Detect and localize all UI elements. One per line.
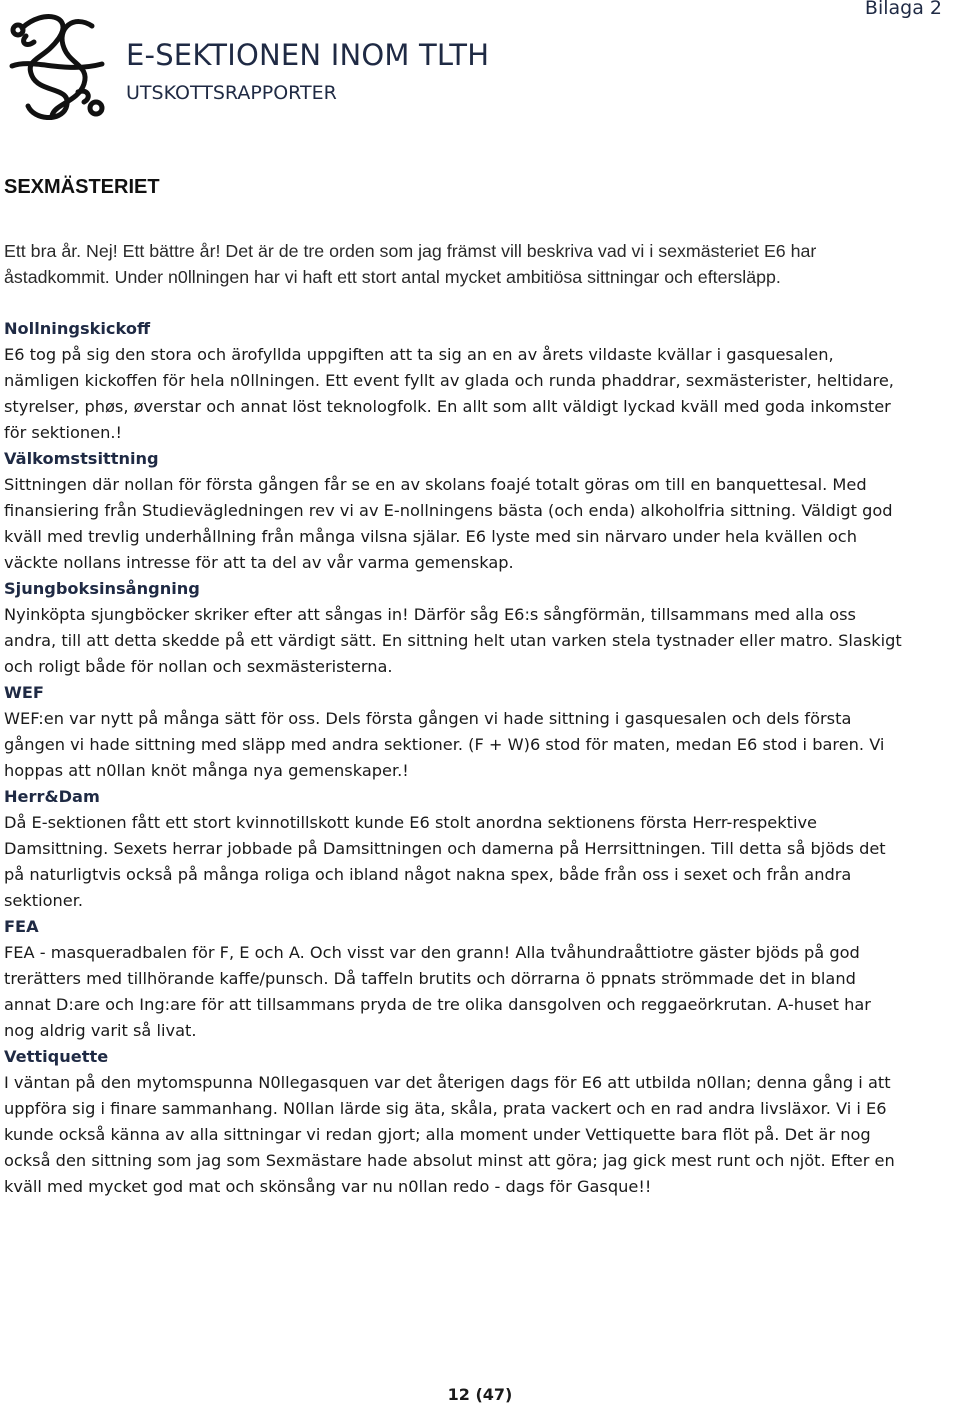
subsection-heading: Herr&Dam — [4, 787, 100, 806]
subsection-text: E6 tog på sig den stora och ärofyllda uppgiften att ta sig an en av årets vildaste kvällar i gasquesalen, nämligen kickoffen för hela n0llningen. Ett event fyllt av glada och runda phaddrar, sexmästerister, heltidare, styrelser, phøs, øverstar och annat löst teknologfolk. En allt som allt väldigt lyckad kväll med goda inkomster för sektionen.! — [4, 345, 894, 442]
annex-label: Bilaga 2 — [864, 0, 942, 19]
subsection-text: Sittningen där nollan för första gången får se en av skolans foajé totalt göras om till en banquettesal. Med finansiering från Studievägledningen rev vi av E-nollningens bästa (och enda) alkoholfria sittning. Väldigt god kväll med trevlig underhållning från många vilsna själar. E6 lyste med sin närvaro under hela kvällen och väckte nollans intresse för att ta del av vår varma gemenskap. — [4, 475, 893, 572]
subsection-heading: FEA — [4, 917, 39, 936]
subsection-valkomstsittning — [4, 446, 904, 576]
subsection-herr-dam — [4, 784, 904, 914]
subsection-fea — [4, 914, 904, 1044]
organization-subtitle: UTSKOTTSRAPPORTER — [126, 82, 337, 104]
subsection-heading: WEF — [4, 683, 44, 702]
subsection-sjungboksinsangning — [4, 576, 904, 680]
subsection-text: Nyinköpta sjungböcker skriker efter att sångas in! Därför såg E6:s sångförmän, tillsammans med alla oss andra, till att detta skedde på ett värdigt sätt. En sittning helt utan varken stela tystnader eller matro. Slaskigt och roligt både för nollan och sexmästeristerna. — [4, 605, 902, 676]
section-intro: Ett bra år. Nej! Ett bättre år! Det är de tre orden som jag främst vill beskriva vad vi i sexmästeriet E6 har åstadkommit. Under n0llningen har vi haft ett stort antal mycket ambitiösa sittningar och eftersläpp. — [4, 241, 817, 287]
organization-title: E-SEKTIONEN INOM TLTH — [126, 38, 490, 72]
subsection-vettiquette — [4, 1044, 904, 1200]
subsection-text: I väntan på den mytomspunna N0llegasquen var det återigen dags för E6 att utbilda n0llan; denna gång i att uppföra sig i finare sammanhang. N0llan lärde sig äta, skåla, prata vackert och en rad andra livsläxor. Vi i E6 kunde också känna av alla sittningar vi redan gjort; alla moment under Vettiquette bara flöt på. Det är nog också den sittning som jag som Sexmästare hade absolut minst att göra; jag gick mest runt och njöt. Efter en kväll med mycket god mat och skönsång var nu n0llan redo - dags för Gasque!! — [4, 1073, 895, 1196]
page-number: 12 (47) — [447, 1385, 513, 1404]
subsection-text: FEA - masqueradbalen för F, E och A. Och visst var den grann! Alla tvåhundraåttiotre gäster bjöds på god trerätters med tillhörande kaffe/punsch. Då taffeln brutits och dörrarna ö ppnats strömmade det in bland annat D:are och Ing:are för att tillsammans pryda de tre olika dansgolven och reggaeörkrutan. A-huset har nog aldrig varit så livat. — [4, 943, 871, 1040]
subsection-heading: Nollningskickoff — [4, 319, 151, 338]
monogram-logo-icon — [4, 8, 110, 123]
report-content — [4, 174, 904, 1200]
subsection-heading: Vettiquette — [4, 1047, 109, 1066]
subsection-nollningskickoff — [4, 316, 904, 446]
subsection-wef — [4, 680, 904, 784]
subsection-heading: Sjungboksinsångning — [4, 579, 200, 598]
section-title: SEXMÄSTERIET — [4, 176, 160, 198]
subsection-heading: Välkomstsittning — [4, 449, 159, 468]
subsection-text: Då E-sektionen fått ett stort kvinnotillskott kunde E6 stolt anordna sektionens första Herr-respektive Damsittning. Sexets herrar jobbade på Damsittningen och damerna på Herrsittningen. Till detta så bjöds det på naturligtvis också på många roliga och ibland något nakna spex, både från oss i sexet och från andra sektioner. — [4, 813, 886, 910]
subsection-text: WEF:en var nytt på många sätt för oss. Dels första gången vi hade sittning i gasquesalen och dels första gången vi hade sittning med släpp med andra sektioner. (F + W)6 stod för maten, medan E6 stod i baren. Vi hoppas att n0llan knöt många nya gemenskaper.! — [4, 709, 885, 780]
